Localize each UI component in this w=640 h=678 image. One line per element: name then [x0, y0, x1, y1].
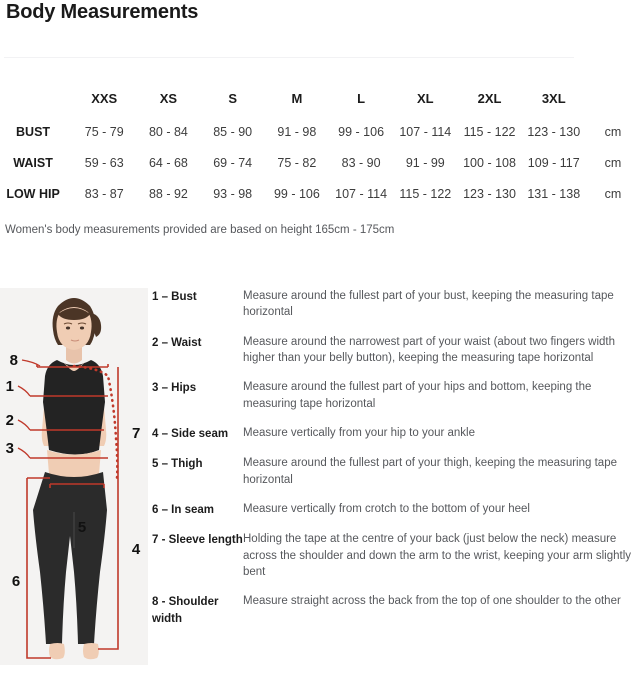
- size-header-l: L: [357, 90, 366, 106]
- guide-label-side-seam: 4 – Side seam: [152, 427, 229, 440]
- callout-3: 3: [5, 440, 14, 457]
- list-item: [152, 531, 634, 580]
- table-note: Women's body measurements provided are based on height 165cm - 175cm: [5, 224, 395, 236]
- cell-waist-m: 75 - 82: [277, 155, 317, 170]
- cell-low-hip-l: 107 - 114: [335, 186, 388, 201]
- cell-bust-s: 85 - 90: [213, 124, 253, 139]
- cell-waist-2xl: 100 - 108: [463, 155, 516, 170]
- guide-label-hips: 3 – Hips: [152, 382, 197, 395]
- cell-low-hip-xxs: 83 - 87: [84, 186, 124, 201]
- row-label-low-hip: LOW HIP: [6, 186, 60, 201]
- size-header-xxs: XXS: [91, 90, 118, 106]
- list-item: [152, 425, 634, 442]
- guide-label-bust: 1 – Bust: [152, 291, 197, 303]
- guide-desc-hips: Measure around the fullest part of your hips and bottom, keeping the measuring tape horizontal: [243, 381, 592, 410]
- callout-8: 8: [9, 352, 18, 369]
- cell-low-hip-2xl: 123 - 130: [463, 186, 516, 201]
- list-item: [152, 288, 634, 321]
- cell-waist-3xl: 109 - 117: [527, 155, 580, 170]
- cell-low-hip-s: 93 - 98: [213, 186, 253, 201]
- table-body: [0, 116, 640, 209]
- guide-label-waist: 2 – Waist: [152, 336, 202, 349]
- size-header-xs: XS: [159, 90, 178, 106]
- size-header-xl: XL: [417, 90, 434, 106]
- cell-bust-m: 91 - 98: [277, 124, 317, 139]
- list-item: [152, 593, 634, 627]
- list-item: [152, 379, 634, 412]
- list-item: [152, 501, 634, 518]
- cell-waist-xxs: 59 - 63: [84, 155, 124, 170]
- unit-waist: cm: [604, 155, 622, 170]
- list-item: [152, 334, 634, 367]
- unit-header-cell: [586, 80, 640, 116]
- table-row: [0, 147, 640, 178]
- guide-label-shoulder-width: 8 - Shoulder width: [152, 596, 219, 625]
- table-header: [0, 80, 640, 116]
- guide-label-sleeve-length: 7 - Sleeve length: [152, 534, 243, 547]
- header-divider: [4, 57, 574, 58]
- callout-5: 5: [77, 519, 87, 536]
- measurement-guide-list: [152, 288, 634, 640]
- cell-low-hip-3xl: 131 - 138: [527, 186, 581, 201]
- measurement-figure: [0, 288, 148, 665]
- guide-desc-thigh: Measure around the fullest part of your thigh, keeping the measuring tape horizontal: [243, 457, 617, 486]
- model-diagram: [0, 288, 148, 665]
- guide-desc-side-seam: Measure vertically from your hip to your ankle: [243, 426, 476, 439]
- callout-1: 1: [5, 378, 14, 395]
- guide-desc-sleeve-length: Holding the tape at the centre of your back (just below the neck) measure across the shoulder and down the arm to the wrist, keeping your arm slightly bent: [243, 533, 631, 578]
- callout-4: 4: [131, 541, 141, 558]
- guide-desc-waist: Measure around the narrowest part of your waist (about two fingers width higher than your belly button), keeping the measuring tape horizontal: [243, 335, 616, 364]
- corner-cell: [0, 80, 72, 116]
- cell-waist-xl: 91 - 99: [405, 155, 445, 170]
- cell-bust-xs: 80 - 84: [148, 124, 188, 139]
- guide-label-in-seam: 6 – In seam: [152, 503, 215, 516]
- unit-bust: cm: [604, 124, 622, 139]
- cell-bust-3xl: 123 - 130: [527, 124, 581, 139]
- cell-low-hip-xl: 115 - 122: [399, 186, 452, 201]
- row-label-bust: BUST: [16, 124, 51, 139]
- table-row: [0, 178, 640, 209]
- size-header-row: [0, 80, 640, 116]
- table-row: [0, 116, 640, 147]
- cell-bust-xl: 107 - 114: [399, 124, 452, 139]
- callout-2: 2: [5, 412, 14, 429]
- unit-low-hip: cm: [604, 186, 622, 201]
- cell-bust-2xl: 115 - 122: [463, 124, 516, 139]
- cell-bust-xxs: 75 - 79: [84, 124, 124, 139]
- row-label-waist: WAIST: [13, 155, 53, 170]
- cell-waist-l: 83 - 90: [341, 155, 381, 170]
- cell-waist-xs: 64 - 68: [148, 155, 188, 170]
- size-header-2xl: 2XL: [477, 90, 502, 106]
- guide-desc-shoulder-width: Measure straight across the back from the top of one shoulder to the other: [243, 595, 621, 608]
- size-header-s: S: [228, 90, 237, 106]
- callout-6: 6: [11, 573, 21, 590]
- size-header-3xl: 3XL: [541, 90, 566, 106]
- list-item: [152, 455, 634, 488]
- body-measurements-table: [0, 80, 640, 209]
- guide-desc-in-seam: Measure vertically from crotch to the bottom of your heel: [243, 502, 530, 515]
- cell-low-hip-xs: 88 - 92: [148, 186, 188, 201]
- page-title: Body Measurements: [6, 1, 199, 23]
- guide-desc-bust: Measure around the fullest part of your bust, keeping the measuring tape horizontal: [243, 290, 614, 319]
- cell-bust-l: 99 - 106: [338, 124, 385, 139]
- guide-label-thigh: 5 – Thigh: [152, 458, 203, 471]
- cell-waist-s: 69 - 74: [213, 155, 253, 170]
- cell-low-hip-m: 99 - 106: [273, 186, 320, 201]
- callout-7: 7: [132, 425, 141, 442]
- size-header-m: M: [291, 90, 303, 106]
